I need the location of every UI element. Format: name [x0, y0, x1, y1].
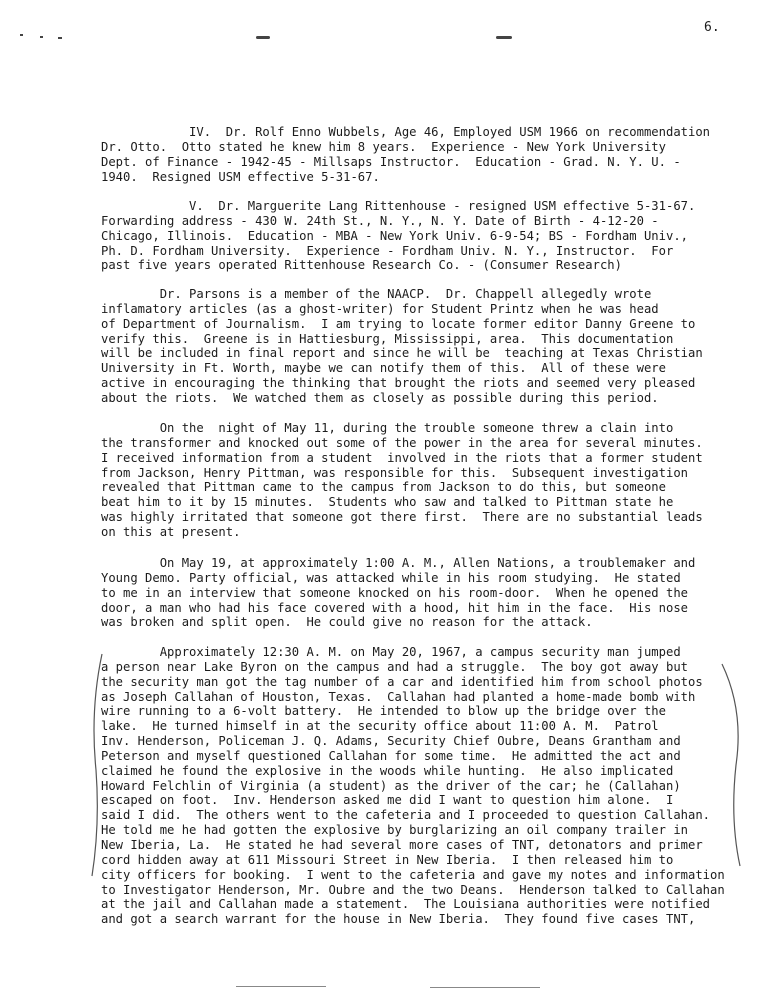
paragraph-parsons: Dr. Parsons is a member of the NAACP. Dr. Chappell allegedly wrote inflamatory articles (as a ghost-writer) for Student Printz when he was head of Department of Journalism. I am trying to locate former editor Danny Greene to verify this. Greene is in Hattiesburg, Mississippi, area. This documentation will be included in final report and since he will be teaching at Texas Christian University in Ft. Worth, maybe we can notify them of this. All of these were active in encouraging the thinking that brought the riots and seemed very pleased about the riots. We watched them as closely as possible during this period. [101, 287, 703, 405]
scan-artifact [430, 987, 540, 988]
handwritten-margin-bracket-right [718, 660, 748, 870]
punch-mark [256, 36, 270, 39]
paragraph-may-11: On the night of May 11, during the trouble someone threw a clain into the transformer and knocked out some of the power in the area for several minutes. I received information from a student involved in the riots that a former student from Jackson, Henry Pittman, was responsible for this. Subsequent investigation revealed that Pittman came to the campus from Jackson to do this, but someone beat him to it by 15 minutes. Students who saw and talked to Pittman state he was highly irritated that someone got there first. There are no substantial leads on this at present. [101, 421, 703, 539]
paragraph-may-20: Approximately 12:30 A. M. on May 20, 1967, a campus security man jumped a person near Lake Byron on the campus and had a struggle. The boy got away but the security man got the tag number of a car and identified him from school photos as Joseph Callahan of Houston, Texas. Callahan had planted a home-made bomb with wire running to a 6-volt battery. He intended to blow up the bridge over the lake. He turned himself in at the security office about 11:00 A. M. Patrol Inv. Henderson, Policeman J. Q. Adams, Security Chief Oubre, Deans Grantham and Peterson and myself questioned Callahan for some time. He admitted the act and claimed he found the explosive in the woods while hunting. He also implicated Howard Felchlin of Virginia (a student) as the driver of the car; he (Callahan) escaped on foot. Inv. Henderson asked me did I want to question him alone. I said I did. The others went to the cafeteria and I proceeded to question Callahan. He told me he had gotten the explosive by burglarizing an oil company trailer in New Iberia, La. He stated he had several more cases of TNT, detonators and primer cord hidden away at 611 Missouri Street in New Iberia. I then released him to city officers for booking. I went to the cafeteria and gave my notes and information to Investigator Henderson, Mr. Oubre and the two Deans. Henderson talked to Callahan at the jail and Callahan made a statement. The Louisiana authorities were notified and got a search warrant for the house in New Iberia. They found five cases TNT, [101, 645, 725, 927]
handwritten-margin-bracket-left [86, 650, 106, 880]
paragraph-may-19: On May 19, at approximately 1:00 A. M., Allen Nations, a troublemaker and Young Demo. Party official, was attacked while in his room studying. He stated to me in an interview that someone knocked on his room-door. When he opened the door, a man who had his face covered with a hood, hit him in the face. His nose was broken and split open. He could give no reason for the attack. [101, 556, 696, 630]
scan-artifact [20, 34, 23, 36]
page-number: 6. [704, 20, 720, 35]
scan-artifact [58, 37, 62, 39]
scan-artifact [236, 986, 326, 987]
punch-mark [496, 36, 512, 39]
paragraph-wubbels: IV. Dr. Rolf Enno Wubbels, Age 46, Employed USM 1966 on recommendation Dr. Otto. Otto stated he knew him 8 years. Experience - New York University Dept. of Finance - 1942-45 - Millsaps Instructor. Education - Grad. N. Y. U. - 1940. Resigned USM effective 5-31-67. [101, 125, 711, 184]
scan-artifact [40, 36, 43, 38]
paragraph-rittenhouse: V. Dr. Marguerite Lang Rittenhouse - resigned USM effective 5-31-67. Forwarding address - 430 W. 24th St., N. Y., N. Y. Date of Birth - 4-12-20 - Chicago, Illinois. Education - MBA - New York Univ. 6-9-54; BS - Fordham Univ., Ph. D. Fordham University. Experience - Fordham Univ. N. Y., Instructor. For past five years operated Rittenhouse Research Co. - (Consumer Research) [101, 199, 696, 273]
